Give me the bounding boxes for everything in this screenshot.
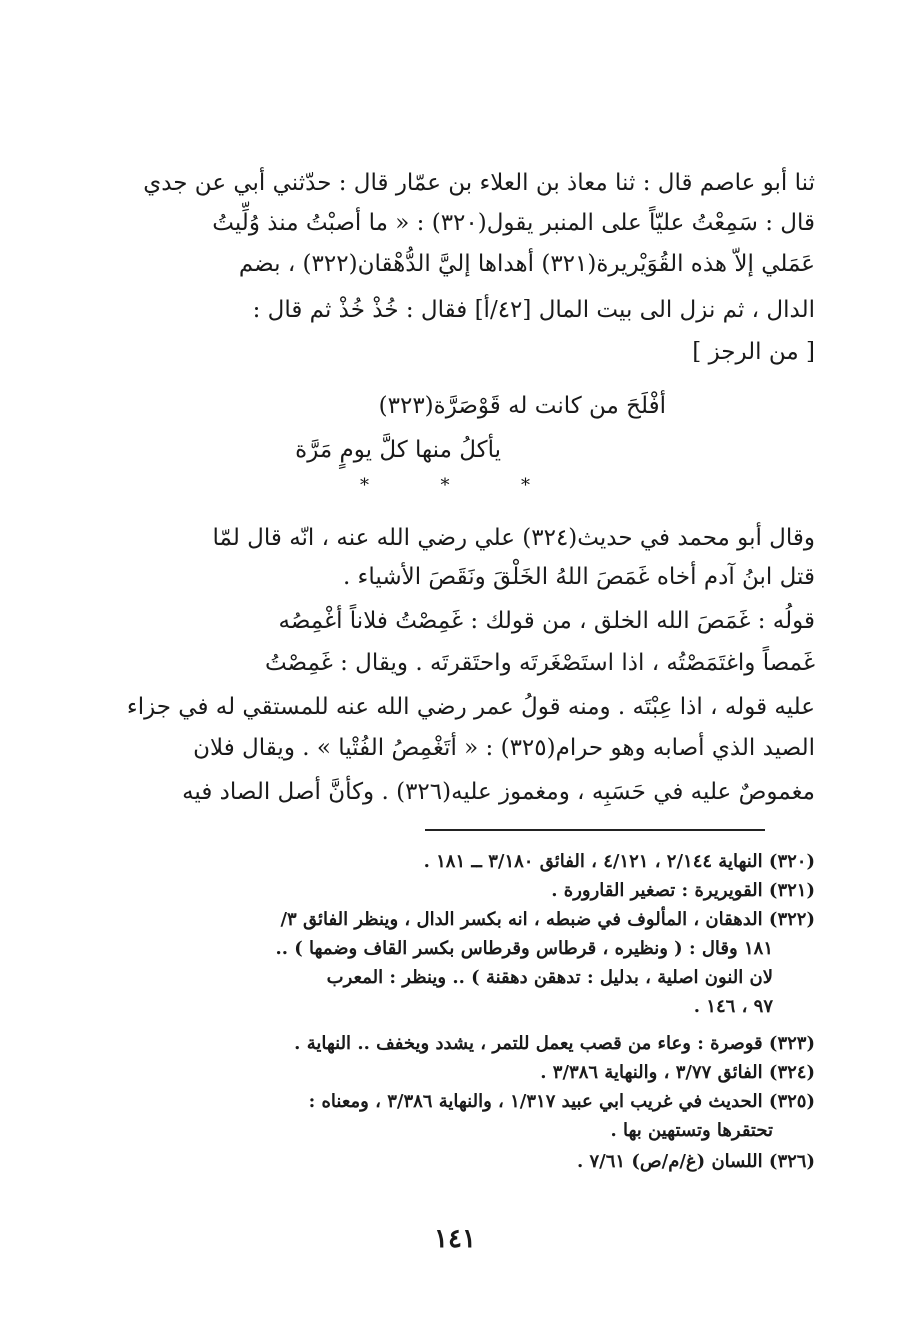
footnote-continuation: لان النون اصلية ، بدليل : تدهقن دهقنة ) .. وينظر : المعرب (326, 967, 773, 988)
footnote: (٣٢٣) قوصرة : وعاء من قصب يعمل للتمر ، يشدد ويخفف .. النهاية . (294, 1033, 815, 1054)
star-ornament: * (521, 475, 530, 496)
text-line: قولُه : غَمَصَ الله الخلق ، من قولك : غَمِصْتُ فلاناً أغْمِصُه (278, 608, 815, 634)
footnote: (٣٢٠) النهاية ٢/١٤٤ ، ٤/١٢١ ، الفائق ٣/١٨٠ ــ ١٨١ . (423, 851, 815, 872)
verse-line-2: يأكلُ منها كلَّ يومٍ مَرَّة (295, 437, 501, 463)
section-separator (360, 472, 530, 500)
meter-label: [ من الرجز ] (692, 339, 815, 365)
footnote: (٣٢٥) الحديث في غريب ابي عبيد ١/٣١٧ ، والنهاية ٣/٣٨٦ ، ومعناه : (308, 1091, 815, 1112)
footnote: (٣٢٤) الفائق ٣/٧٧ ، والنهاية ٣/٣٨٦ . (540, 1062, 815, 1083)
footnote-rule (425, 829, 765, 831)
text-line: عَمَلي إلاّ هذه القُوَيْريرة(٣٢١) أهداها إليَّ الدُّهْقان(٣٢٢) ، بضم (238, 251, 815, 277)
text-line: غَمصاً واغتَمَصْتُه ، اذا استَصْغَرتَه واحتَقرتَه . ويقال : غَمِصْتُ (264, 650, 815, 676)
text-line: وقال أبو محمد في حديث(٣٢٤) علي رضي الله عنه ، انّه قال لمّا (212, 525, 815, 551)
footnote-continuation: تحتقرها وتستهين بها . (610, 1120, 773, 1141)
text-line: قال : سَمِعْتُ عليّاً على المنبر يقول(٣٢٠) : « ما أصبْتُ منذ وُلِّيتُ (212, 210, 815, 236)
verse-line-1: أفْلَحَ من كانت له قَوْصَرَّة(٣٢٣) (378, 393, 666, 419)
footnote-continuation: ١٨١ وقال : ( ونظيره ، قرطاس وقرطاس بكسر القاف وضمها ) .. (275, 938, 773, 959)
footnote: (٣٢٢) الدهقان ، المألوف في ضبطه ، انه بكسر الدال ، وينظر الفائق ٣/ (280, 909, 815, 930)
text-line: عليه قوله ، اذا عِبْتَه . ومنه قولُ عمر رضي الله عنه للمستقي له في جزاء (126, 694, 815, 720)
footnote-continuation: ٩٧ ، ١٤٦ . (693, 996, 773, 1017)
text-line: الصيد الذي أصابه وهو حرام(٣٢٥) : « أتَغْمِصُ الفُتْيا » . ويقال فلان (193, 735, 815, 761)
text-line: قتل ابنُ آدم أخاه غَمَصَ اللهُ الخَلْقَ ونَقَصَ الأشياء . (342, 564, 815, 590)
text-line: الدال ، ثم نزل الى بيت المال [٤٢/أ] فقال : خُذْ خُذْ ثم قال : (252, 297, 815, 323)
star-ornament: * (360, 475, 369, 496)
footnote: (٣٢٦) اللسان (غ/م/ص) ٧/٦١ . (576, 1151, 815, 1172)
footnote: (٣٢١) القويريرة : تصغير القارورة . (551, 880, 815, 901)
page-number: ١٤١ (434, 1224, 476, 1254)
text-line: ثنا أبو عاصم قال : ثنا معاذ بن العلاء بن عمّار قال : حدّثني أبي عن جدي (143, 170, 815, 196)
star-ornament: * (440, 475, 450, 496)
text-line: مغموصٌ عليه في حَسَبِه ، ومغموز عليه(٣٢٦) . وكأنَّ أصل الصاد فيه (182, 779, 815, 805)
